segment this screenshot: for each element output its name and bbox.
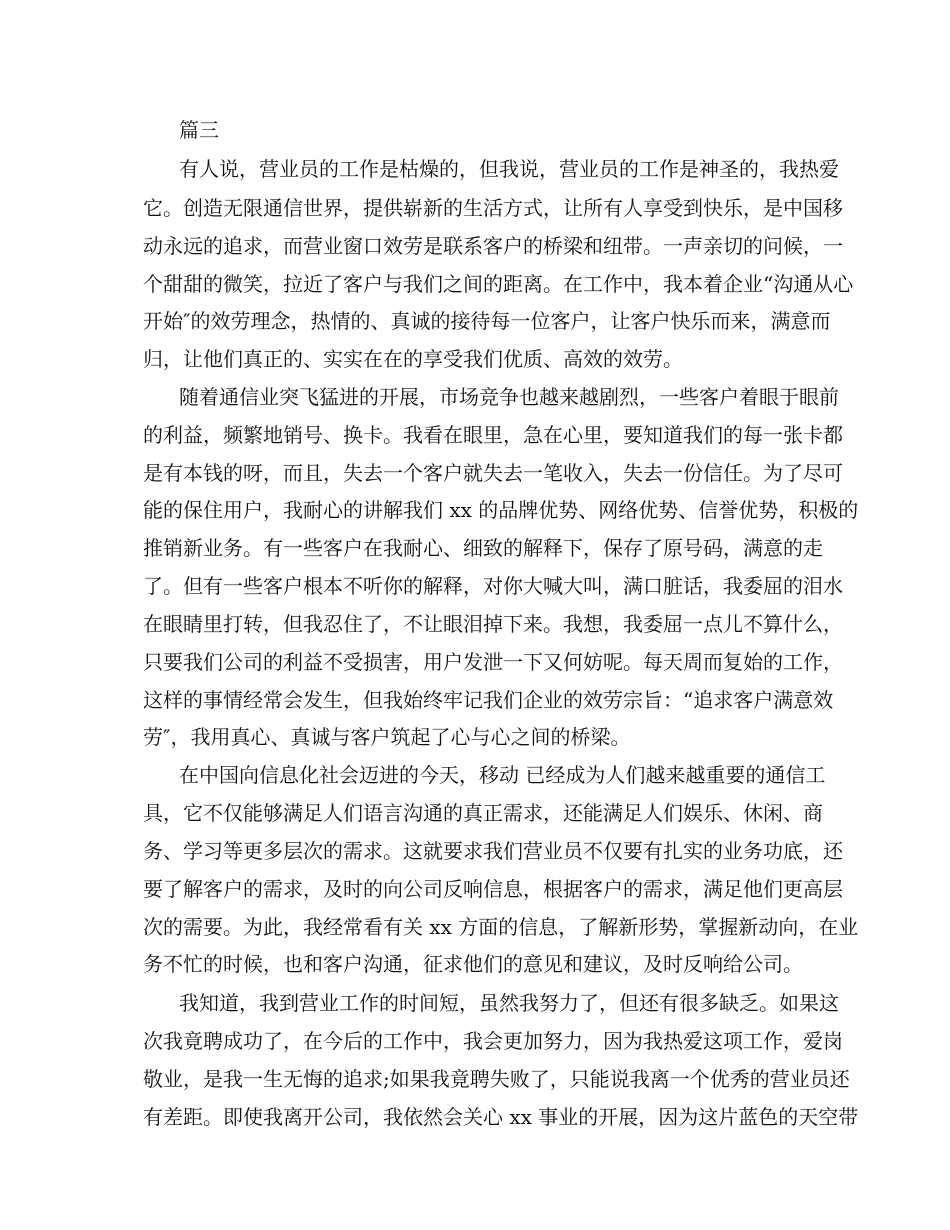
paragraph-line: 次我竟聘成功了，在今后的工作中，我会更加努力，因为我热爱这项工作，爱岗 [143,1029,843,1053]
paragraph-line: 动永远的追求，而营业窗口效劳是联系客户的桥梁和纽带。一声亲切的问候，一 [143,234,843,258]
paragraph-line: 敬业，是我一生无悔的追求;如果我竟聘失败了，只能说我离一个优秀的营业员还 [143,1067,850,1091]
paragraph-line: 务不忙的时候，也和客户沟通，征求他们的意见和建议，及时反响给公司。 [143,952,803,976]
paragraph-line: 它。创造无限通信世界，提供崭新的生活方式，让所有人享受到快乐，是中国移 [143,196,843,220]
paragraph-line: 在中国向信息化社会迈进的今天，移动 已经成为人们越来越重要的通信工 [179,763,826,787]
paragraph-line: 有差距。即使我离开公司，我依然会关心 xx 事业的开展，因为这片蓝色的天空带 [143,1105,859,1129]
paragraph-line: 要了解客户的需求，及时的向公司反响信息，根据客户的需求，满足他们更高层 [143,877,843,901]
paragraph-line: 有人说，营业员的工作是枯燥的，但我说，营业员的工作是神圣的，我热爱 [179,157,839,181]
paragraph-line: 推销新业务。有一些客户在我耐心、细致的解释下，保存了原号码，满意的走 [143,536,823,560]
paragraph-line: 了。但有一些客户根本不听你的解释，对你大喊大叫，满口脏话，我委屈的泪水 [143,574,843,598]
paragraph-line: 务、学习等更多层次的需求。这就要求我们营业员不仅要有扎实的业务功底，还 [143,839,843,863]
paragraph-line: 我知道，我到营业工作的时间短，虽然我努力了，但还有很多缺乏。如果这 [179,991,839,1015]
paragraph-line: 次的需要。为此，我经常看有关 xx 方面的信息，了解新形势，掌握新动向，在业 [143,915,859,939]
paragraph-line: 在眼睛里打转，但我忍住了，不让眼泪掉下来。我想，我委屈一点儿不算什么， [143,612,843,636]
paragraph-line: 具，它不仅能够满足人们语言沟通的真正需求，还能满足人们娱乐、休闲、商 [143,801,823,825]
section-heading: 篇三 [179,118,219,142]
paragraph-line: 归，让他们真正的、实实在在的享受我们优质、高效的效劳。 [143,347,683,371]
paragraph-line: 只要我们公司的利益不受损害，用户发泄一下又何妨呢。每天周而复始的工作， [143,650,843,674]
paragraph-line: 这样的事情经常会发生，但我始终牢记我们企业的效劳宗旨：“追求客户满意效 [143,688,834,712]
paragraph-line: 能的保住用户，我耐心的讲解我们 xx 的品牌优势、网络优势、信誉优势，积极的 [143,498,859,522]
paragraph-line: 开始″的效劳理念，热情的、真诚的接待每一位客户，让客户快乐而来，满意而 [143,309,831,333]
paragraph-line: 劳″，我用真心、真诚与客户筑起了心与心之间的桥梁。 [143,725,631,749]
paragraph-line: 的利益，频繁地销号、换卡。我看在眼里，急在心里，要知道我们的每一张卡都 [143,423,843,447]
paragraph-line: 是有本钱的呀，而且，失去一个客户就失去一笔收入，失去一份信任。为了尽可 [143,461,843,485]
paragraph-line: 随着通信业突飞猛进的开展，市场竞争也越来越剧烈，一些客户着眼于眼前 [179,385,839,409]
paragraph-line: 个甜甜的微笑，拉近了客户与我们之间的距离。在工作中，我本着企业“沟通从心 [143,272,854,296]
